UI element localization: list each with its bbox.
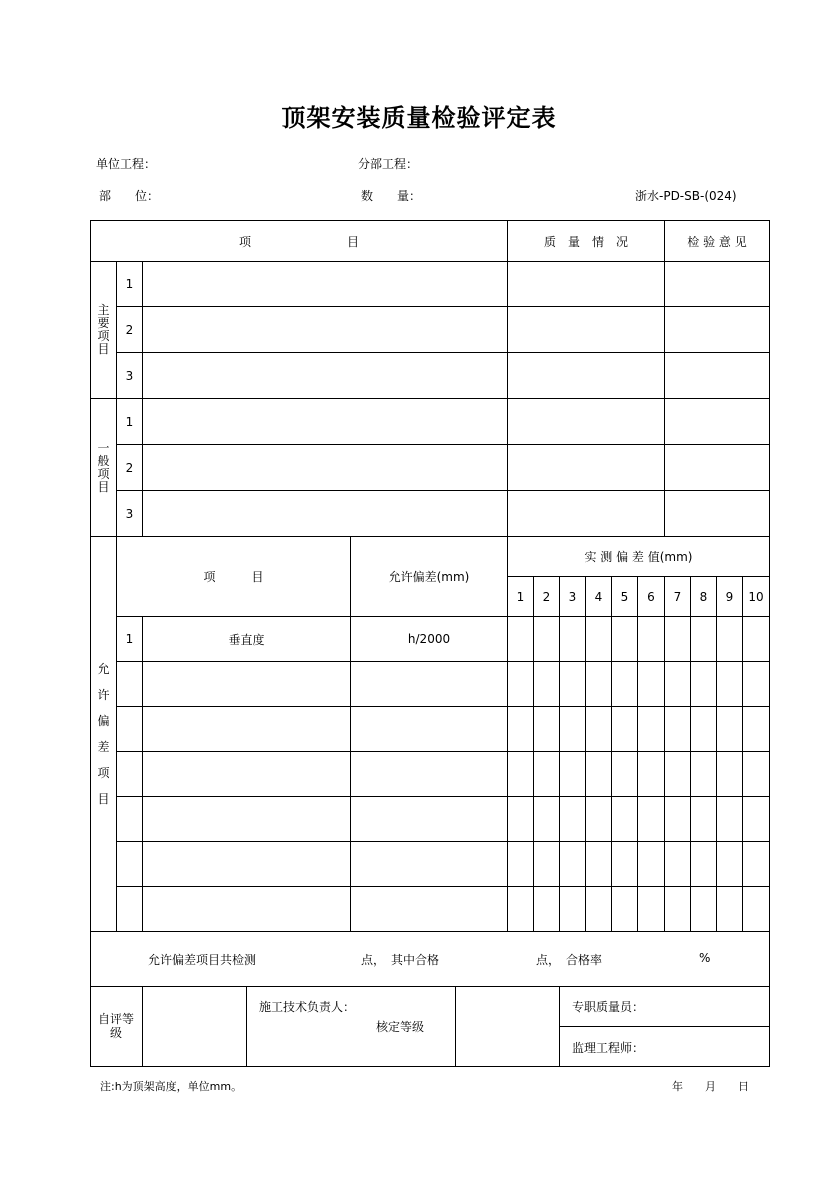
- verify-grade-label: 核定等级: [376, 1020, 425, 1034]
- main-item-no: 2: [125, 322, 134, 337]
- tolerance-item-no: 1: [125, 632, 134, 646]
- measure-col-header: 3: [568, 589, 577, 604]
- form-code: 浙水-PD-SB-(024): [635, 189, 737, 203]
- main-item-no: 1: [125, 277, 134, 291]
- main-items-label: 主 要 项 目: [97, 303, 110, 356]
- tolerance-items-label: 允 许 偏 差 项 目: [97, 662, 110, 806]
- footnote: 注:h为顶架高度，单位mm。: [100, 1080, 243, 1093]
- allow-deviation-header: 允许偏差(mm): [388, 570, 470, 584]
- quality-officer-label: 专职质量员：: [572, 1000, 645, 1014]
- summary-percent: %: [699, 951, 711, 965]
- tolerance-item-header: 项 目: [203, 570, 264, 584]
- sub-project-label: 分部工程：: [358, 157, 419, 171]
- tolerance-item-allow: h/2000: [407, 632, 451, 646]
- measure-col-header: 5: [620, 589, 629, 604]
- measure-col-header: 8: [699, 589, 708, 604]
- date-label: 年 月 日: [672, 1080, 749, 1093]
- general-item-no: 3: [125, 506, 134, 521]
- self-evaluation-label: 自评等级: [97, 1012, 134, 1040]
- measured-deviation-header: 实 测 偏 差 值(mm): [584, 550, 693, 564]
- measure-col-header: 4: [594, 589, 603, 604]
- measure-col-header: 2: [542, 589, 551, 604]
- quantity-label: 数 量：: [361, 189, 422, 203]
- summary-text-total: 允许偏差项目共检测: [148, 953, 257, 967]
- general-items-label: 一 般 项 目: [97, 440, 110, 494]
- measure-col-header: 6: [647, 589, 655, 604]
- measure-col-header: 9: [725, 589, 734, 604]
- summary-text-rate: 点， 合格率: [536, 953, 603, 967]
- unit-project-label: 单位工程：: [96, 157, 157, 171]
- measure-col-header: 1: [516, 589, 525, 604]
- quality-header: 质 量 情 况: [543, 234, 628, 249]
- opinion-header: 检 验 意 见: [687, 234, 747, 249]
- item-header: 项 目: [238, 234, 359, 249]
- general-item-no: 2: [125, 460, 134, 475]
- measure-col-header: 7: [673, 589, 682, 604]
- tolerance-item-name: 垂直度: [228, 632, 265, 647]
- location-label: 部 位：: [99, 189, 160, 203]
- page-title: 顶架安装质量检验评定表: [281, 104, 557, 132]
- main-item-no: 3: [125, 368, 134, 383]
- measure-col-header: 10: [748, 589, 764, 604]
- summary-text-pass: 点， 其中合格: [361, 953, 440, 967]
- general-item-no: 1: [125, 414, 134, 429]
- supervisor-label: 监理工程师：: [572, 1041, 645, 1055]
- tech-lead-label: 施工技术负责人：: [259, 1000, 356, 1014]
